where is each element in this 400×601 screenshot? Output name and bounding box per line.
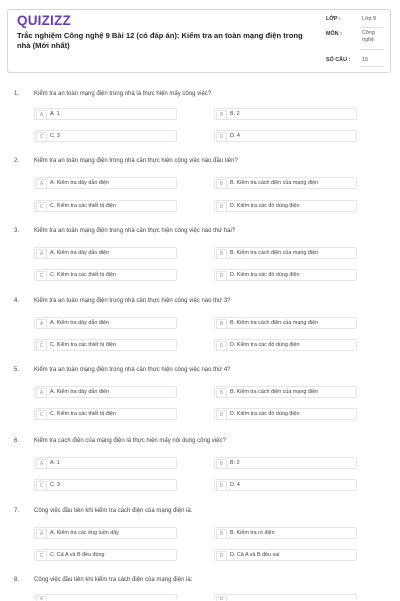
option-letter-box: D <box>216 341 227 351</box>
option-text: D. 4 <box>230 482 240 488</box>
option-letter-box: D <box>216 551 227 561</box>
option-text: B. Kiểm tra cách điện của mạng điện <box>230 250 319 256</box>
option-letter-box: C <box>36 410 47 420</box>
option-letter-box: B <box>216 459 227 469</box>
option-letter-box: B <box>216 319 227 329</box>
option-letter-box: D <box>216 202 227 212</box>
quizizz-logo[interactable]: QUIZIZZ <box>17 13 71 28</box>
option-letter-box: A <box>36 249 47 259</box>
count-underline <box>360 66 384 67</box>
option-text: C. Kiểm tra các thiết bị điện <box>50 203 116 209</box>
subject-label: MÔN : <box>326 31 342 37</box>
option-text: D. Kiểm tra các đồ dùng điện <box>230 411 300 417</box>
option-text: A. Kiểm tra các ống luồn dây <box>50 530 119 536</box>
question-text: Kiểm tra an toàn mạng điện trong nhà cần thực hiện công việc nào thứ hai? <box>34 228 236 234</box>
option-letter-box: C <box>36 551 47 561</box>
class-label: LỚP : <box>326 16 341 22</box>
answer-option-a[interactable] <box>34 386 177 398</box>
answer-option-c[interactable] <box>34 479 177 491</box>
answer-option-b[interactable] <box>214 594 357 600</box>
answer-option-a[interactable] <box>34 317 177 329</box>
answer-option-b[interactable] <box>214 457 357 469</box>
option-text: A. Kiểm tra dây dẫn điện <box>50 180 110 186</box>
option-text: C. Kiểm tra các thiết bị điện <box>50 342 116 348</box>
answer-option-a[interactable] <box>34 527 177 539</box>
answer-option-d[interactable] <box>214 549 357 561</box>
option-letter-box: A <box>36 110 47 120</box>
subject-underline <box>360 49 384 50</box>
answer-option-b[interactable] <box>214 527 357 539</box>
option-letter-box: C <box>36 481 47 491</box>
answer-option-c[interactable] <box>34 130 177 142</box>
answer-option-d[interactable] <box>214 269 357 281</box>
option-letter-box: A <box>36 529 47 539</box>
class-value: Lớp 9 <box>362 16 377 22</box>
option-letter-box: D <box>216 132 227 142</box>
answer-option-c[interactable] <box>34 269 177 281</box>
option-text: A. Kiểm tra dây dẫn điện <box>50 320 110 326</box>
option-letter-box: B <box>216 388 227 398</box>
option-letter-box: B <box>216 529 227 539</box>
question-number: 2. <box>14 158 20 164</box>
answer-option-b[interactable] <box>214 386 357 398</box>
option-text: A. Kiểm tra dây dẫn điện <box>50 389 110 395</box>
question-number: 5. <box>14 367 20 373</box>
question-text: Kiểm tra an toàn mạng điện trong nhà cần thực hiện công việc nào thứ 3? <box>34 298 231 304</box>
answer-option-a[interactable] <box>34 177 177 189</box>
option-text: A. 1 <box>50 460 60 466</box>
option-letter-box: B <box>216 179 227 189</box>
answer-option-c[interactable] <box>34 408 177 420</box>
option-letter-box: A <box>36 319 47 329</box>
answer-option-a[interactable] <box>34 108 177 120</box>
answer-option-c[interactable] <box>34 200 177 212</box>
answer-option-a[interactable] <box>34 594 177 600</box>
answer-option-b[interactable] <box>214 317 357 329</box>
class-underline <box>360 27 384 28</box>
option-letter-box: C <box>36 341 47 351</box>
answer-option-d[interactable] <box>214 200 357 212</box>
question-number: 1. <box>14 91 20 97</box>
option-letter-box: A <box>36 179 47 189</box>
question-count-value: 15 <box>362 57 368 63</box>
option-text: B. Kiểm tra rò điện <box>230 530 275 536</box>
answer-option-c[interactable] <box>34 339 177 351</box>
answer-option-d[interactable] <box>214 130 357 142</box>
answer-option-d[interactable] <box>214 408 357 420</box>
question-number: 6. <box>14 438 20 444</box>
option-letter-box: C <box>36 132 47 142</box>
question-text: Kiểm tra an toàn mạng điện trong nhà là thực hiện mấy công việc? <box>34 91 212 97</box>
option-letter-box: B <box>216 596 227 601</box>
option-letter-box: D <box>216 410 227 420</box>
question-number: 7. <box>14 508 20 514</box>
option-letter-box: D <box>216 481 227 491</box>
answer-option-b[interactable] <box>214 247 357 259</box>
option-text: C. Kiểm tra các thiết bị điện <box>50 272 116 278</box>
option-letter-box: C <box>36 202 47 212</box>
answer-option-a[interactable] <box>34 247 177 259</box>
option-text: D. 4 <box>230 133 240 139</box>
option-text: C. 3 <box>50 133 60 139</box>
option-text: B. Kiểm tra cách điện của mạng điện <box>230 320 319 326</box>
option-text: B. Kiểm tra cách điện của mạng điện <box>230 389 319 395</box>
answer-option-b[interactable] <box>214 177 357 189</box>
option-letter-box: A <box>36 388 47 398</box>
option-text: C. Kiểm tra các thiết bị điện <box>50 411 116 417</box>
option-text: B. 2 <box>230 111 240 117</box>
question-text: Kiểm tra an toàn mạng điện trong nhà cần thực hiện công việc nào đầu tiên? <box>34 158 238 164</box>
option-letter-box: D <box>216 271 227 281</box>
question-text: Công việc đầu tiên khi kiểm tra cách điện của mạng điện là: <box>34 577 193 583</box>
option-text: A. 1 <box>50 111 60 117</box>
option-text: D. Kiểm tra các đồ dùng điện <box>230 272 300 278</box>
option-text: B. 2 <box>230 460 240 466</box>
option-text: A. Kiểm tra dây dẫn điện <box>50 250 110 256</box>
option-text: D. Kiểm tra các đồ dùng điện <box>230 342 300 348</box>
answer-option-d[interactable] <box>214 479 357 491</box>
option-letter-box: A <box>36 596 47 601</box>
option-letter-box: B <box>216 249 227 259</box>
question-text: Kiểm tra cách điện của mạng điện là thực hiện mấy nội dung công việc? <box>34 438 226 444</box>
question-number: 4. <box>14 298 20 304</box>
question-count-label: SỐ CÂU : <box>326 57 351 63</box>
answer-option-b[interactable] <box>214 108 357 120</box>
answer-option-a[interactable] <box>34 457 177 469</box>
worksheet-title: Trắc nghiệm Công nghệ 9 Bài 12 (có đáp án): Kiểm tra an toàn mạng điện trong nhà (Mới nhất) <box>17 31 303 50</box>
option-text: C. 3 <box>50 482 60 488</box>
option-letter-box: A <box>36 459 47 469</box>
subject-value: Công nghệ <box>362 30 375 43</box>
option-letter-box: B <box>216 110 227 120</box>
option-text: D. Cả A và B đều sai <box>230 552 280 558</box>
answer-option-c[interactable] <box>34 549 177 561</box>
answer-option-d[interactable] <box>214 339 357 351</box>
question-number: 3. <box>14 228 20 234</box>
option-text: D. Kiểm tra các đồ dùng điện <box>230 203 300 209</box>
option-text: B. Kiểm tra cách điện của mạng điện <box>230 180 319 186</box>
option-text: C. Cả A và B đều đúng <box>50 552 105 558</box>
option-letter-box: C <box>36 271 47 281</box>
question-text: Kiểm tra an toàn mạng điện trong nhà cần thực hiện công việc nào thứ 4? <box>34 367 231 373</box>
question-text: Công việc đầu tiên khi kiểm tra cách điện của mạng điện là: <box>34 508 193 514</box>
question-number: 8. <box>14 577 20 583</box>
